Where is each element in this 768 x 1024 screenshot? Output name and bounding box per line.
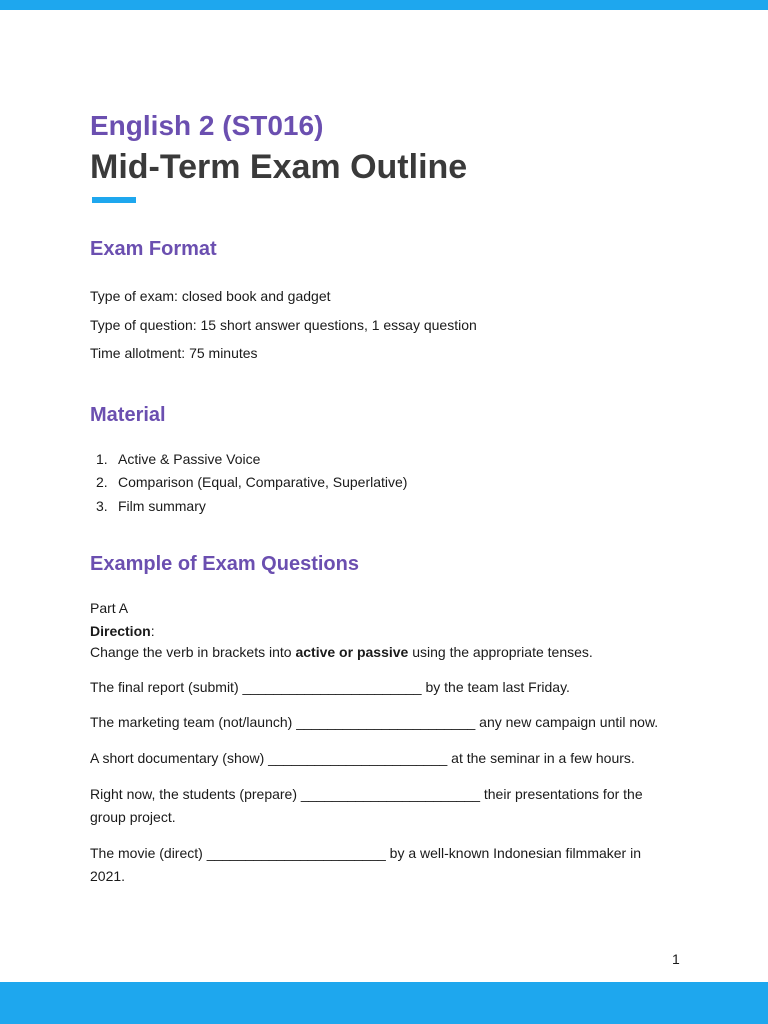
course-title: English 2 (ST016) [90, 110, 324, 141]
list-item [90, 474, 407, 490]
exam-format-line: Type of question: 15 short answer questions, 1 essay question [90, 317, 477, 333]
list-item-number: 1. [96, 451, 108, 467]
exam-format-line: Time allotment: 75 minutes [90, 345, 258, 361]
question-line: A short documentary (show) _______________________ at the seminar in a few hours. [90, 750, 635, 766]
bottom-accent-bar [0, 982, 768, 1024]
list-item-text: Film summary [118, 498, 206, 514]
section-heading-material: Material [90, 404, 166, 426]
list-item-number: 3. [96, 498, 108, 514]
section-heading-examples: Example of Exam Questions [90, 553, 359, 575]
direction-text-post: using the appropriate tenses. [408, 644, 593, 660]
list-item-number: 2. [96, 474, 108, 490]
question-line-continued: group project. [90, 809, 176, 825]
section-heading-exam-format: Exam Format [90, 238, 217, 260]
list-item-text: Active & Passive Voice [118, 451, 261, 467]
list-item [90, 498, 206, 514]
question-line: Right now, the students (prepare) _______________________ their presentations for the [90, 786, 643, 802]
direction-label: Direction [90, 623, 151, 639]
page-title: Mid-Term Exam Outline [90, 148, 468, 186]
top-accent-bar [0, 0, 768, 10]
direction-text-pre: Change the verb in brackets into [90, 644, 296, 660]
exam-format-line: Type of exam: closed book and gadget [90, 288, 331, 304]
question-line: The movie (direct) _______________________ by a well-known Indonesian filmmaker in [90, 845, 642, 861]
question-line: The final report (submit) _______________________ by the team last Friday. [90, 679, 570, 695]
question-line-continued: 2021. [90, 868, 126, 884]
list-item-text: Comparison (Equal, Comparative, Superlative) [118, 474, 408, 490]
direction-text-bold: active or passive [295, 644, 409, 660]
part-label: Part A [90, 600, 129, 616]
title-underline [92, 197, 136, 203]
direction-colon: : [150, 623, 155, 639]
page-number: 1 [672, 951, 680, 967]
question-line: The marketing team (not/launch) _______________________ any new campaign until now. [90, 714, 659, 730]
direction-line [90, 623, 155, 639]
direction-text [90, 644, 593, 660]
list-item [90, 451, 260, 467]
